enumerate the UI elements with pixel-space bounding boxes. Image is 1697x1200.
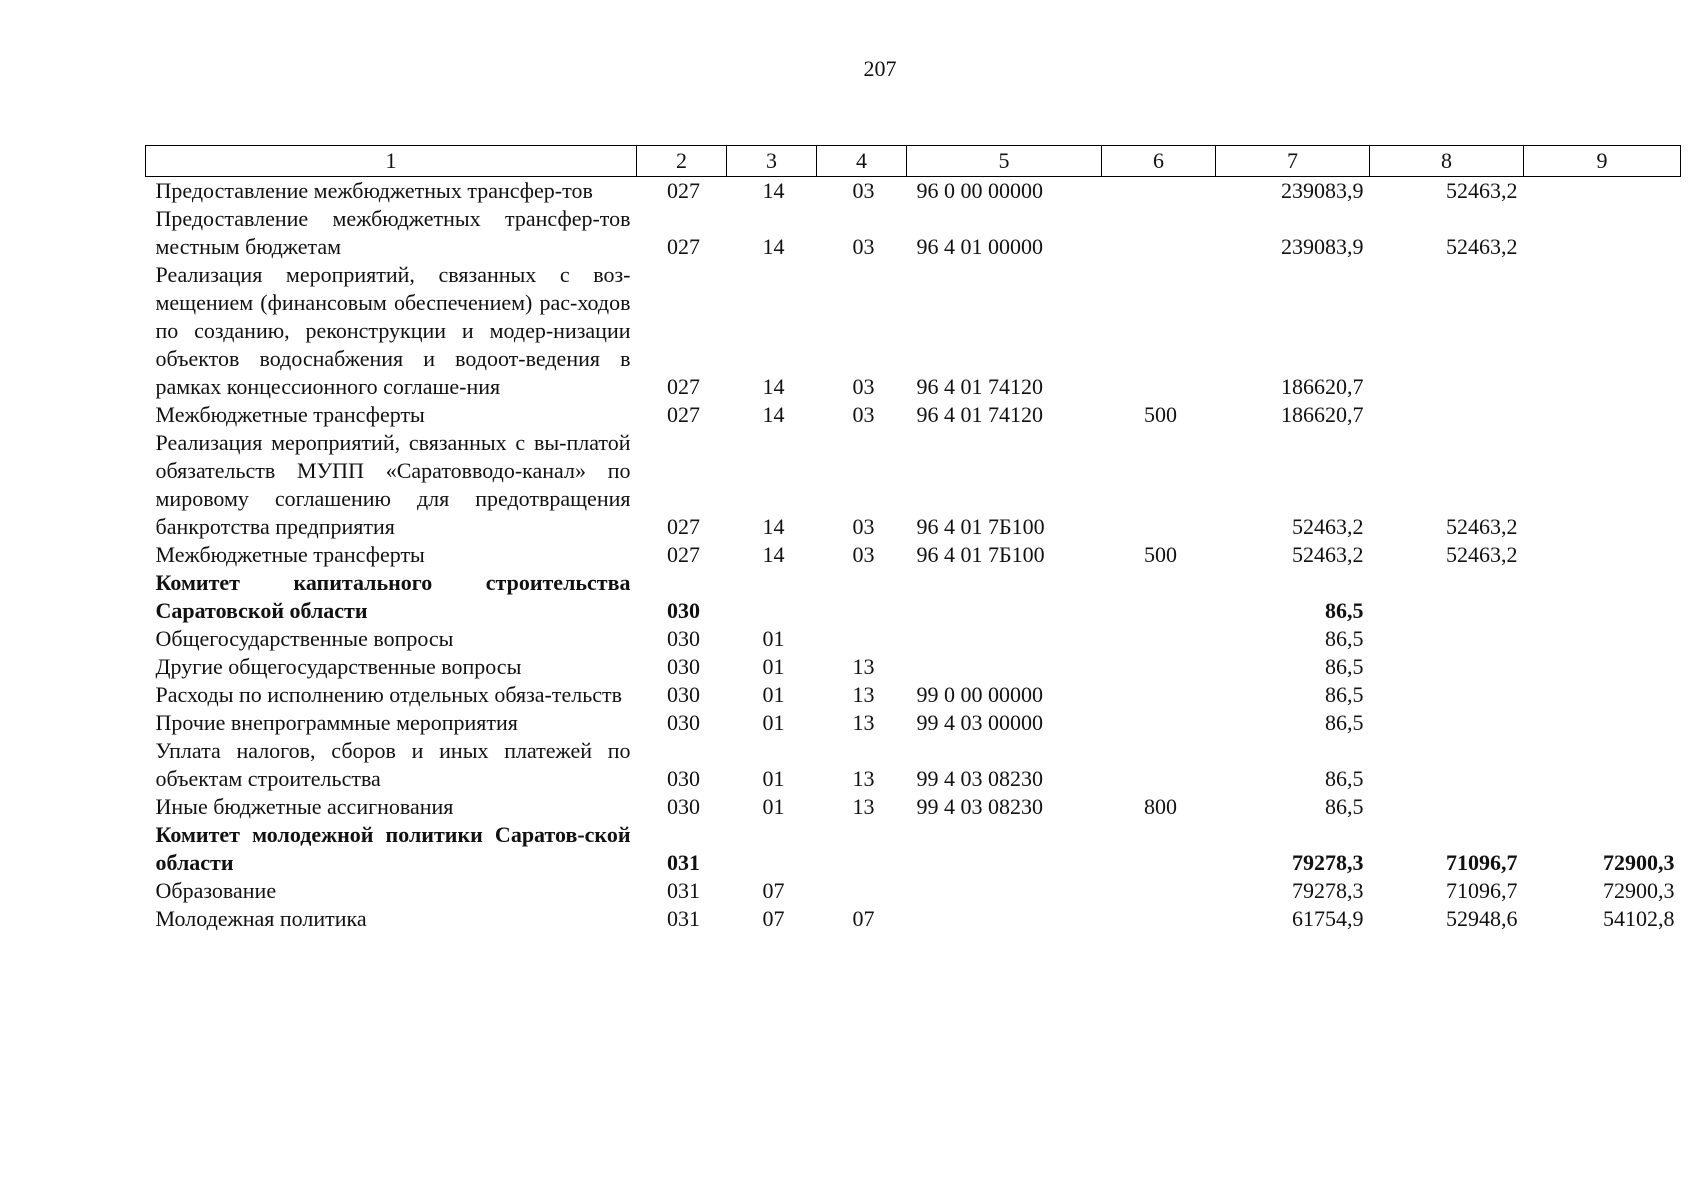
cell-amount-col9	[1524, 569, 1681, 625]
cell-amount-col7: 239083,9	[1281, 234, 1364, 259]
cell-amount-col8: 52948,6	[1446, 906, 1518, 931]
row-description: Межбюджетные трансферты	[155, 402, 425, 427]
table-row	[146, 569, 1681, 625]
cell-ministry-code: 031	[667, 878, 700, 903]
cell-expense-type	[1102, 429, 1216, 541]
cell-section: 01	[762, 682, 785, 707]
row-description: Комитет молодежной политики Саратов-ской области	[155, 822, 631, 875]
cell-expense-type	[1102, 905, 1216, 933]
cell-amount-col8: 52463,2	[1446, 234, 1518, 259]
cell-amount-col7: 86,5	[1325, 710, 1364, 735]
cell-target-article	[907, 625, 1102, 653]
cell-subsection: 03	[852, 178, 875, 203]
cell-section: 14	[762, 542, 785, 567]
cell-section: 14	[762, 374, 785, 399]
cell-section: 14	[762, 514, 785, 539]
cell-subsection	[817, 821, 907, 877]
cell-target-article	[907, 877, 1102, 905]
cell-expense-type: 800	[1144, 794, 1177, 819]
cell-amount-col9	[1524, 653, 1681, 681]
cell-amount-col9	[1524, 681, 1681, 709]
table-row	[146, 793, 1681, 821]
table-row	[146, 261, 1681, 401]
cell-amount-col7: 239083,9	[1281, 178, 1364, 203]
cell-ministry-code: 027	[667, 374, 700, 399]
cell-target-article	[907, 653, 1102, 681]
row-description: Реализация мероприятий, связанных с вы-платой обязательств МУПП «Саратовводо-канал» по мировому соглашению для предотвращения банкротства предприятия	[155, 430, 631, 539]
cell-amount-col9	[1524, 429, 1681, 541]
table-row	[146, 177, 1681, 206]
cell-amount-col8: 52463,2	[1446, 542, 1518, 567]
cell-ministry-code: 030	[667, 766, 700, 791]
cell-expense-type	[1102, 625, 1216, 653]
cell-section: 01	[762, 766, 785, 791]
cell-section	[727, 569, 817, 625]
cell-section: 01	[762, 794, 785, 819]
cell-amount-col8: 52463,2	[1446, 178, 1518, 203]
cell-amount-col7: 86,5	[1325, 626, 1364, 651]
table-row	[146, 205, 1681, 261]
cell-subsection	[817, 625, 907, 653]
cell-amount-col7: 86,5	[1325, 598, 1364, 623]
cell-amount-col8	[1370, 401, 1524, 429]
cell-section: 14	[762, 402, 785, 427]
cell-amount-col9: 54102,8	[1603, 906, 1675, 931]
table-row	[146, 877, 1681, 905]
cell-section: 14	[762, 234, 785, 259]
cell-target-article	[907, 905, 1102, 933]
cell-amount-col7: 86,5	[1325, 654, 1364, 679]
table-row	[146, 905, 1681, 933]
cell-amount-col9	[1524, 401, 1681, 429]
cell-amount-col9	[1524, 205, 1681, 261]
cell-subsection: 13	[852, 766, 875, 791]
cell-target-article: 96 4 01 74120	[916, 402, 1043, 427]
table-row	[146, 401, 1681, 429]
column-header: 8	[1370, 146, 1524, 177]
table-row	[146, 821, 1681, 877]
cell-ministry-code: 030	[667, 794, 700, 819]
row-description: Расходы по исполнению отдельных обяза-тельств	[155, 682, 623, 707]
cell-section: 07	[762, 906, 785, 931]
cell-amount-col7: 52463,2	[1292, 542, 1364, 567]
cell-ministry-code: 027	[667, 542, 700, 567]
cell-expense-type	[1102, 737, 1216, 793]
cell-amount-col7: 79278,3	[1292, 850, 1364, 875]
table-row	[146, 541, 1681, 569]
cell-section: 01	[762, 626, 785, 651]
cell-section: 01	[762, 710, 785, 735]
cell-ministry-code: 030	[667, 626, 700, 651]
cell-subsection	[817, 569, 907, 625]
cell-amount-col7: 86,5	[1325, 682, 1364, 707]
cell-amount-col7: 186620,7	[1281, 402, 1364, 427]
cell-subsection: 03	[852, 542, 875, 567]
cell-subsection: 03	[852, 374, 875, 399]
table-row	[146, 625, 1681, 653]
column-header: 1	[146, 146, 637, 177]
cell-subsection: 07	[852, 906, 875, 931]
table-row	[146, 681, 1681, 709]
column-header: 7	[1216, 146, 1370, 177]
cell-expense-type	[1102, 177, 1216, 206]
row-description: Комитет капитального строительства Саратовской области	[155, 570, 631, 623]
cell-amount-col9	[1524, 261, 1681, 401]
row-description: Общегосударственные вопросы	[155, 626, 454, 651]
cell-target-article	[907, 821, 1102, 877]
cell-subsection: 03	[852, 514, 875, 539]
cell-expense-type	[1102, 569, 1216, 625]
cell-target-article: 96 4 01 7Б100	[916, 542, 1045, 567]
cell-amount-col9	[1524, 177, 1681, 206]
cell-ministry-code: 027	[667, 402, 700, 427]
page-number: 207	[863, 56, 897, 81]
cell-ministry-code: 030	[667, 682, 700, 707]
table-row	[146, 429, 1681, 541]
cell-amount-col8: 71096,7	[1446, 850, 1518, 875]
row-description: Прочие внепрограммные мероприятия	[155, 710, 518, 735]
cell-amount-col8	[1370, 625, 1524, 653]
cell-amount-col8	[1370, 737, 1524, 793]
cell-target-article: 96 0 00 00000	[916, 178, 1043, 203]
cell-amount-col8: 52463,2	[1446, 514, 1518, 539]
cell-expense-type	[1102, 261, 1216, 401]
cell-subsection: 13	[852, 654, 875, 679]
cell-amount-col7: 186620,7	[1281, 374, 1364, 399]
cell-amount-col9	[1524, 793, 1681, 821]
cell-subsection: 03	[852, 402, 875, 427]
column-header: 5	[907, 146, 1102, 177]
cell-subsection	[817, 877, 907, 905]
cell-target-article: 99 0 00 00000	[916, 682, 1043, 707]
cell-expense-type: 500	[1144, 402, 1177, 427]
cell-expense-type	[1102, 681, 1216, 709]
row-description: Реализация мероприятий, связанных с воз-мещением (финансовым обеспечением) рас-ходов по созданию, реконструкции и модер-низации объектов водоснабжения и водоот-ведения в рамках концессионного соглаше-ния	[155, 262, 631, 399]
cell-amount-col9	[1524, 709, 1681, 737]
cell-ministry-code: 030	[667, 598, 700, 623]
cell-ministry-code: 031	[667, 906, 700, 931]
cell-expense-type	[1102, 877, 1216, 905]
cell-amount-col7: 86,5	[1325, 794, 1364, 819]
cell-section	[727, 821, 817, 877]
row-description: Молодежная политика	[155, 906, 367, 931]
cell-target-article: 96 4 01 74120	[916, 374, 1043, 399]
cell-target-article: 96 4 01 7Б100	[916, 514, 1045, 539]
cell-amount-col8	[1370, 653, 1524, 681]
column-header: 6	[1102, 146, 1216, 177]
cell-amount-col9	[1524, 541, 1681, 569]
cell-section: 01	[762, 654, 785, 679]
cell-amount-col9	[1524, 737, 1681, 793]
cell-subsection: 13	[852, 682, 875, 707]
cell-amount-col8	[1370, 709, 1524, 737]
cell-ministry-code: 030	[667, 654, 700, 679]
cell-amount-col8	[1370, 793, 1524, 821]
cell-amount-col9: 72900,3	[1603, 878, 1675, 903]
cell-target-article: 96 4 01 00000	[916, 234, 1043, 259]
cell-expense-type	[1102, 821, 1216, 877]
cell-subsection: 13	[852, 794, 875, 819]
cell-target-article	[907, 569, 1102, 625]
row-description: Межбюджетные трансферты	[155, 542, 425, 567]
cell-target-article: 99 4 03 00000	[916, 710, 1043, 735]
row-description: Образование	[155, 878, 277, 903]
cell-subsection: 13	[852, 710, 875, 735]
header-row	[146, 146, 1681, 177]
row-description: Уплата налогов, сборов и иных платежей по объектам строительства	[155, 738, 631, 791]
cell-amount-col8: 71096,7	[1446, 878, 1518, 903]
cell-ministry-code: 027	[667, 178, 700, 203]
cell-amount-col7: 52463,2	[1292, 514, 1364, 539]
column-header: 9	[1524, 146, 1681, 177]
cell-ministry-code: 027	[667, 234, 700, 259]
cell-expense-type	[1102, 205, 1216, 261]
row-description: Другие общегосударственные вопросы	[155, 654, 522, 679]
cell-amount-col7: 86,5	[1325, 766, 1364, 791]
cell-ministry-code: 027	[667, 514, 700, 539]
table-row	[146, 653, 1681, 681]
row-description: Предоставление межбюджетных трансфер-тов	[155, 178, 593, 203]
budget-table	[145, 145, 1681, 933]
cell-target-article: 99 4 03 08230	[916, 766, 1043, 791]
cell-ministry-code: 031	[667, 850, 700, 875]
cell-section: 07	[762, 878, 785, 903]
cell-expense-type: 500	[1144, 542, 1177, 567]
column-header: 3	[727, 146, 817, 177]
row-description: Предоставление межбюджетных трансфер-тов местным бюджетам	[155, 206, 631, 259]
cell-amount-col7: 79278,3	[1292, 878, 1364, 903]
cell-amount-col8	[1370, 261, 1524, 401]
cell-amount-col8	[1370, 569, 1524, 625]
cell-expense-type	[1102, 709, 1216, 737]
table-body	[146, 177, 1681, 934]
cell-subsection: 03	[852, 234, 875, 259]
cell-target-article: 99 4 03 08230	[916, 794, 1043, 819]
cell-amount-col9	[1524, 625, 1681, 653]
table-row	[146, 737, 1681, 793]
cell-expense-type	[1102, 653, 1216, 681]
cell-amount-col7: 61754,9	[1292, 906, 1364, 931]
column-header: 2	[637, 146, 727, 177]
column-header: 4	[817, 146, 907, 177]
row-description: Иные бюджетные ассигнования	[155, 794, 454, 819]
cell-amount-col9: 72900,3	[1603, 850, 1675, 875]
cell-amount-col8	[1370, 681, 1524, 709]
cell-section: 14	[762, 178, 785, 203]
cell-ministry-code: 030	[667, 710, 700, 735]
table-row	[146, 709, 1681, 737]
